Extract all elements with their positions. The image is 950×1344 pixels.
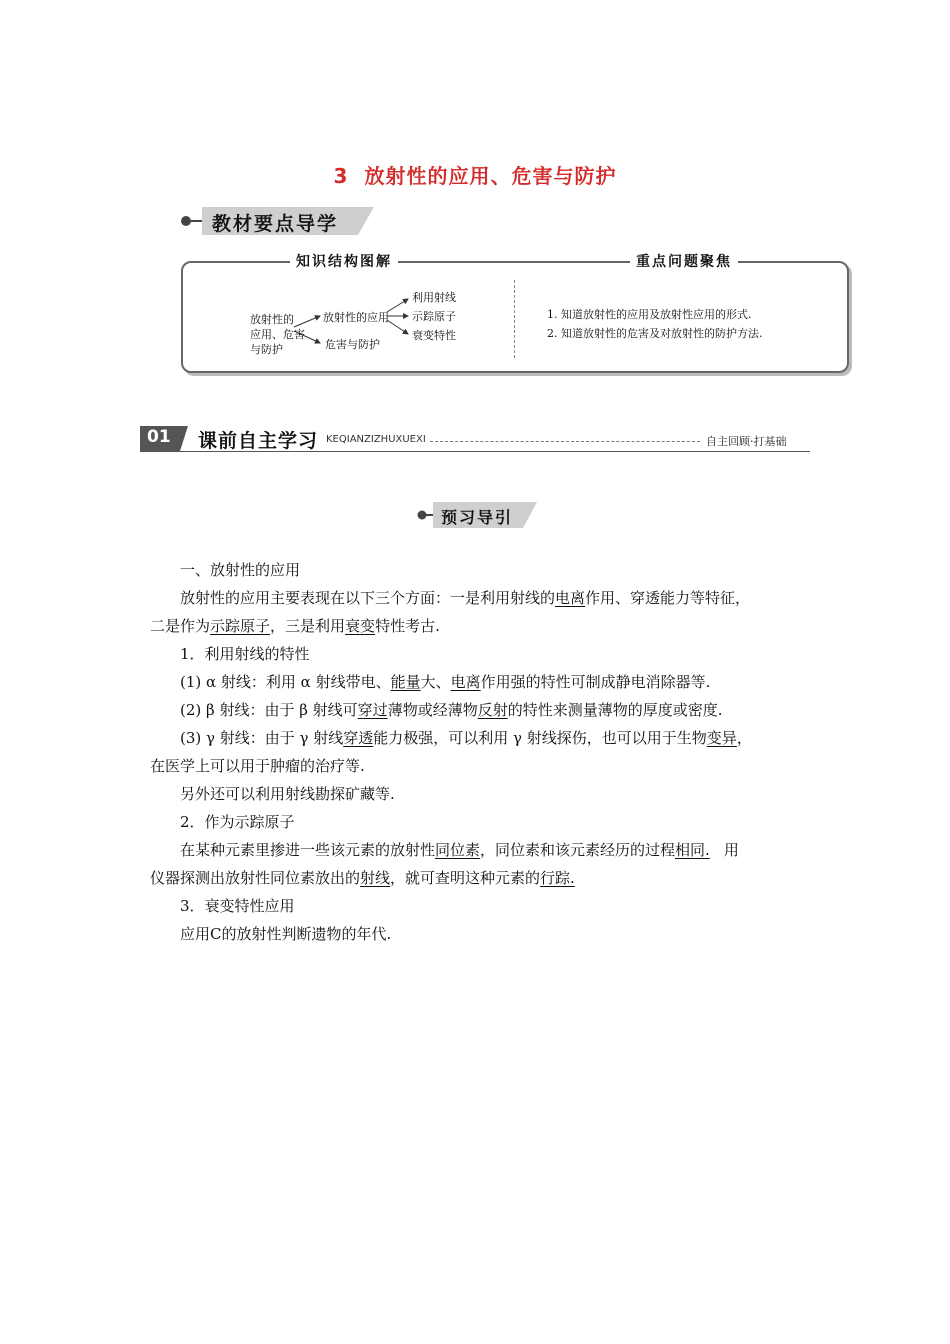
paragraph-applications	[180, 587, 820, 608]
text: 的特性来测量薄物的厚度或密度.	[507, 701, 723, 719]
text: 能力极强，可以利用 γ 射线探伤，也可以用于生物	[373, 729, 707, 747]
extra-note: 另外还可以利用射线勘探矿藏等.	[180, 785, 395, 803]
title-text: 放射性的应用、危害与防护	[364, 164, 617, 188]
textbook-banner	[178, 204, 378, 238]
blank-ionization-2: 电离	[450, 673, 481, 691]
blank-mutation: 变异	[706, 729, 737, 747]
text: 大、	[420, 673, 451, 691]
structure-root	[250, 312, 305, 357]
blank-same: 相同.	[675, 841, 710, 859]
focus-item: 1. 知道放射性的应用及放射性应用的形式.	[547, 308, 752, 321]
text: 作用强的特性可制成静电消除器等.	[480, 673, 711, 691]
section-badge: 01	[147, 427, 171, 447]
text: 作用、穿透能力等特征，	[585, 589, 751, 607]
gamma-item	[180, 727, 752, 748]
heading-tracer: 2．作为示踪原子	[180, 813, 295, 831]
paragraph-applications-cont	[150, 615, 440, 636]
text: (1) α 射线：利用 α 射线带电、	[180, 673, 391, 691]
heading-ray-properties: 1．利用射线的特性	[180, 645, 310, 663]
box-divider	[514, 280, 515, 358]
blank-tracer-atom: 示踪原子	[210, 617, 271, 635]
section-pinyin: KEQIANZIZHUXUEXI	[326, 434, 426, 445]
alpha-item	[180, 671, 710, 692]
text: 特性考古.	[375, 617, 440, 635]
leaf-use-rays: 利用射线	[412, 291, 456, 304]
section-banner	[140, 424, 810, 454]
root-line: 与防护	[250, 343, 283, 356]
section-tagline: 自主回顾·打基础	[706, 435, 787, 448]
text: 薄物或经薄物	[387, 701, 478, 719]
blank-decay: 衰变	[345, 617, 376, 635]
page-title	[0, 160, 950, 189]
text: 用	[723, 841, 739, 859]
focus-item: 2. 知道放射性的危害及对放射性的防护方法.	[547, 327, 763, 340]
branch-hazards: 危害与防护	[325, 338, 380, 351]
leaf-decay: 衰变特性	[412, 329, 456, 342]
blank-ionization: 电离	[555, 589, 586, 607]
blank-isotope: 同位素	[435, 841, 481, 859]
text: 在某种元素里掺进一些该元素的放射性	[180, 841, 436, 859]
blank-reflect: 反射	[477, 701, 508, 719]
text: (3) γ 射线：由于 γ 射线	[180, 729, 344, 747]
blank-rays: 射线	[360, 869, 391, 887]
text: 二是作为	[150, 617, 211, 635]
text: 仪器探测出放射性同位素放出的	[150, 869, 361, 887]
focus-list	[547, 305, 763, 343]
structure-map-title: 知识结构图解	[290, 251, 398, 271]
blank-pass-through: 穿过	[357, 701, 388, 719]
section-title: 课前自主学习	[198, 430, 319, 452]
title-number: 3	[333, 164, 349, 188]
focus-title: 重点问题聚焦	[630, 251, 738, 271]
text: ，	[736, 729, 752, 747]
tracer-paragraph	[180, 839, 820, 860]
branch-applications: 放射性的应用	[323, 311, 389, 324]
banner-label: 教材要点导学	[212, 213, 339, 235]
preview-label: 预习导引	[441, 508, 514, 527]
structure-arrows	[290, 285, 410, 365]
tracer-paragraph-cont	[150, 867, 575, 888]
blank-trace: 行踪.	[540, 869, 575, 887]
root-line: 应用、危害	[250, 328, 305, 341]
section-dash-line	[430, 441, 700, 442]
blank-energy: 能量	[390, 673, 421, 691]
beta-item	[180, 699, 723, 720]
heading-applications: 一、放射性的应用	[180, 561, 301, 579]
blank-penetrate: 穿透	[343, 729, 374, 747]
heading-decay: 3．衰变特性应用	[180, 897, 295, 915]
text: ，三是利用	[270, 617, 346, 635]
root-line: 放射性的	[250, 313, 294, 326]
text: (2) β 射线：由于 β 射线可	[180, 701, 358, 719]
text: ，就可查明这种元素的	[390, 869, 541, 887]
gamma-item-cont: 在医学上可以用于肿瘤的治疗等.	[150, 757, 365, 775]
text: 放射性的应用主要表现在以下三个方面：一是利用射线的	[180, 589, 556, 607]
decay-paragraph: 应用C的放射性判断遗物的年代.	[180, 925, 392, 943]
section-underline	[140, 451, 810, 452]
preview-banner	[415, 501, 540, 529]
leaf-tracer: 示踪原子	[412, 310, 456, 323]
text: ，同位素和该元素经历的过程	[480, 841, 676, 859]
